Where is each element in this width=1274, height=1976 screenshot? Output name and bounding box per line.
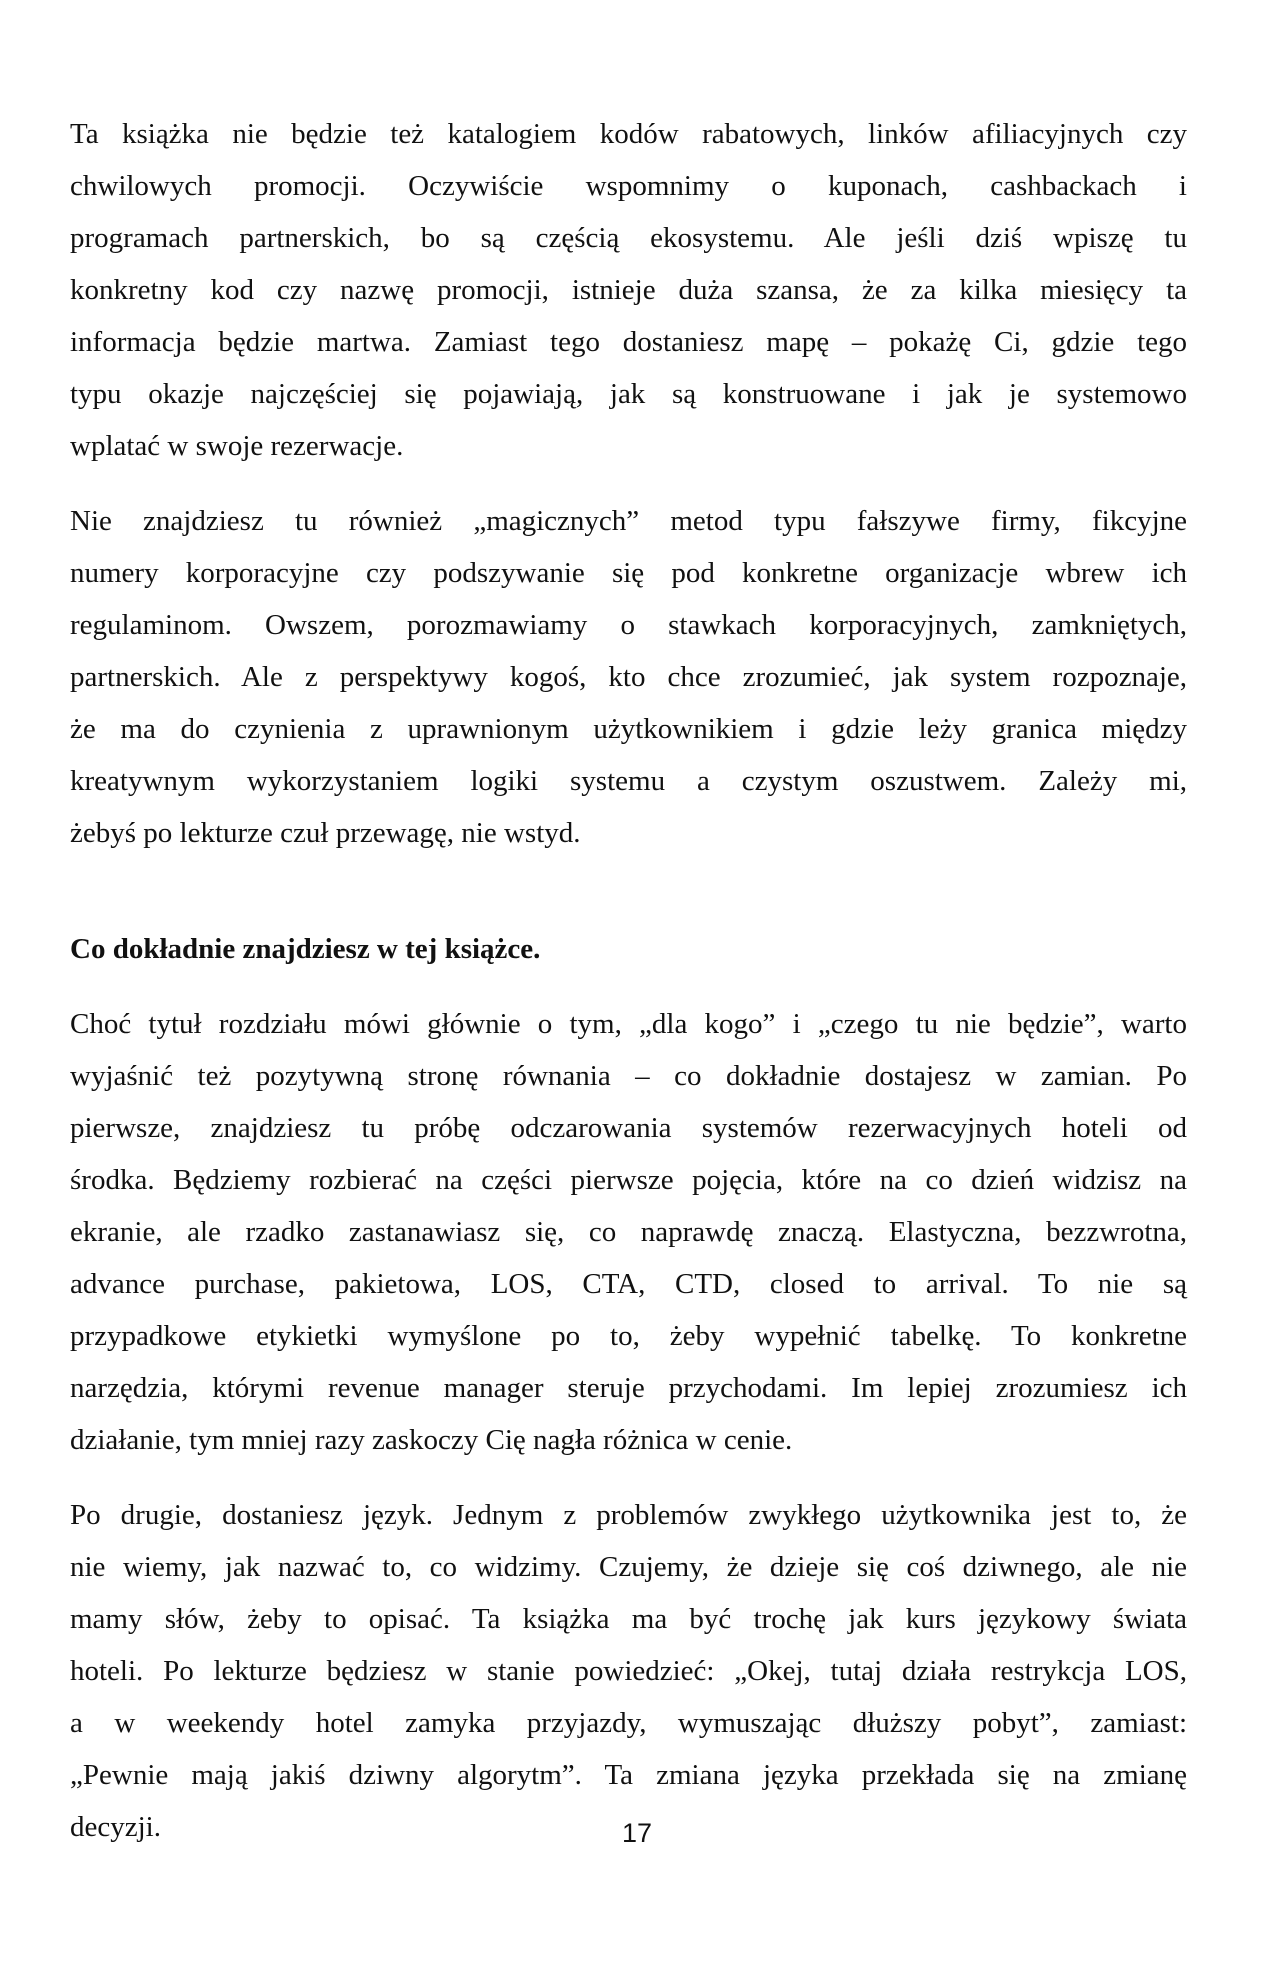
text-line: Nie znajdziesz tu również „magicznych” metod typu fałszywe firmy, fikcyjne — [70, 505, 1187, 537]
paragraph-no-magic-methods — [70, 495, 1187, 859]
text-line: decyzji. — [70, 1811, 161, 1843]
text-line: hoteli. Po lekturze będziesz w stanie powiedzieć: „Okej, tutaj działa restrykcja LOS, — [70, 1655, 1187, 1687]
text-line: ekranie, ale rzadko zastanawiasz się, co naprawdę znaczą. Elastyczna, bezzwrotna, — [70, 1216, 1187, 1248]
text-line: numery korporacyjne czy podszywanie się pod konkretne organizacje wbrew ich — [70, 557, 1187, 589]
text-line: narzędzia, którymi revenue manager steruje przychodami. Im lepiej zrozumiesz ich — [70, 1372, 1187, 1404]
page-body — [70, 108, 1187, 1876]
text-line: środka. Będziemy rozbierać na części pierwsze pojęcia, które na co dzień widzisz na — [70, 1164, 1187, 1196]
text-line: żebyś po lekturze czuł przewagę, nie wstyd. — [70, 817, 581, 849]
text-line: że ma do czynienia z uprawnionym użytkownikiem i gdzie leży granica między — [70, 713, 1187, 745]
section-heading: Co dokładnie znajdziesz w tej książce. — [70, 933, 541, 965]
text-line: konkretny kod czy nazwę promocji, istnieje duża szansa, że za kilka miesięcy ta — [70, 274, 1187, 306]
text-line: „Pewnie mają jakiś dziwny algorytm”. Ta zmiana języka przekłada się na zmianę — [70, 1759, 1187, 1791]
text-line: Choć tytuł rozdziału mówi głównie o tym, „dla kogo” i „czego tu nie będzie”, warto — [70, 1008, 1187, 1040]
text-line: regulaminom. Owszem, porozmawiamy o stawkach korporacyjnych, zamkniętych, — [70, 609, 1187, 641]
text-line: Po drugie, dostaniesz język. Jednym z problemów zwykłego użytkownika jest to, że — [70, 1499, 1187, 1531]
paragraph-no-coupons — [70, 108, 1187, 472]
text-line: wyjaśnić też pozytywną stronę równania – co dokładnie dostajesz w zamian. Po — [70, 1060, 1187, 1092]
text-line: nie wiemy, jak nazwać to, co widzimy. Czujemy, że dzieje się coś dziwnego, ale nie — [70, 1551, 1187, 1583]
text-line: a w weekendy hotel zamyka przyjazdy, wymuszając dłuższy pobyt”, zamiast: — [70, 1707, 1187, 1739]
text-line: Ta książka nie będzie też katalogiem kodów rabatowych, linków afiliacyjnych czy — [70, 118, 1187, 150]
text-line: przypadkowe etykietki wymyślone po to, żeby wypełnić tabelkę. To konkretne — [70, 1320, 1187, 1352]
text-line: partnerskich. Ale z perspektywy kogoś, kto chce zrozumieć, jak system rozpoznaje, — [70, 661, 1187, 693]
text-line: działanie, tym mniej razy zaskoczy Cię nagła różnica w cenie. — [70, 1424, 793, 1456]
text-line: kreatywnym wykorzystaniem logiki systemu a czystym oszustwem. Zależy mi, — [70, 765, 1187, 797]
text-line: advance purchase, pakietowa, LOS, CTA, CTD, closed to arrival. To nie są — [70, 1268, 1187, 1300]
text-line: chwilowych promocji. Oczywiście wspomnimy o kuponach, cashbackach i — [70, 170, 1187, 202]
page-number: 17 — [621, 1818, 653, 1848]
text-line: wplatać w swoje rezerwacje. — [70, 430, 404, 462]
paragraph-second-benefit — [70, 1489, 1187, 1853]
text-line: mamy słów, żeby to opisać. Ta książka ma być trochę jak kurs językowy świata — [70, 1603, 1187, 1635]
text-line: pierwsze, znajdziesz tu próbę odczarowania systemów rezerwacyjnych hoteli od — [70, 1112, 1187, 1144]
paragraph-first-benefit — [70, 998, 1187, 1466]
text-line: programach partnerskich, bo są częścią ekosystemu. Ale jeśli dziś wpiszę tu — [70, 222, 1187, 254]
text-line: typu okazje najczęściej się pojawiają, jak są konstruowane i jak je systemowo — [70, 378, 1187, 410]
text-line: informacja będzie martwa. Zamiast tego dostaniesz mapę – pokażę Ci, gdzie tego — [70, 326, 1187, 358]
